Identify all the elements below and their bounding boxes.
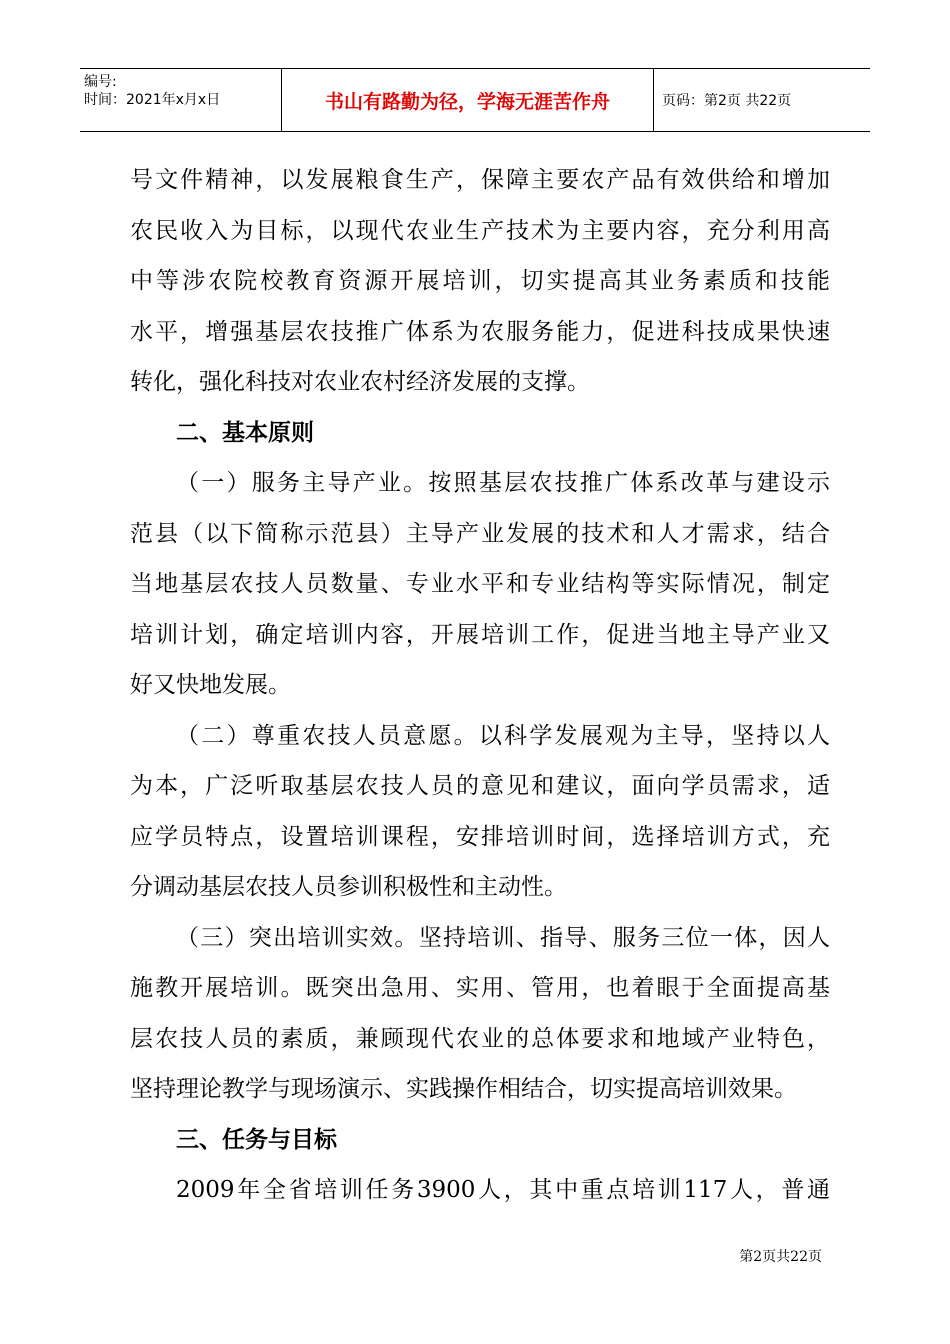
header-motto-cell [282, 69, 654, 131]
section-heading-principles: 二、基本原则 [176, 419, 314, 446]
text-line: （一）服务主导产业。按照基层农技推广体系改革与建设示 [176, 470, 830, 496]
text-line: 2009年全省培训任务3900人，其中重点培训117人，普通 [176, 1177, 830, 1203]
text-line: 坚持理论教学与现场演示、实践操作相结合，切实提高培训效果。 [130, 1076, 797, 1102]
text-line: 应学员特点，设置培训课程，安排培训时间，选择培训方式，充 [130, 823, 830, 850]
text-line: 中等涉农院校教育资源开展培训，切实提高其业务素质和技能 [130, 268, 830, 294]
document-body [130, 155, 830, 1216]
paragraph-3 [130, 711, 830, 913]
text-line: （三）突出培训实效。坚持培训、指导、服务三位一体，因人 [176, 924, 830, 951]
section-heading-tasks: 三、任务与目标 [176, 1126, 337, 1153]
text-line: 转化，强化科技对农业农村经济发展的支撑。 [130, 369, 590, 395]
text-line: 农民收入为目标，以现代农业生产技术为主要内容，充分利用高 [130, 217, 830, 244]
text-line: （二）尊重农技人员意愿。以科学发展观为主导，坚持以人 [176, 722, 830, 749]
text-line: 号文件精神，以发展粮食生产，保障主要农产品有效供给和增加 [130, 167, 830, 193]
header-meta [80, 69, 282, 131]
text-line: 为本，广泛听取基层农技人员的意见和建议，面向学员需求，适 [130, 773, 830, 799]
paragraph-4 [130, 913, 830, 1115]
text-line: 水平，增强基层农技推广体系为农服务能力，促进科技成果快速 [130, 318, 830, 345]
header-page-cell [654, 69, 870, 131]
header-motto: 书山有路勤为径，学海无涯苦作舟 [324, 90, 610, 113]
text-line: 当地基层农技人员数量、专业水平和专业结构等实际情况，制定 [130, 571, 830, 597]
paragraph-2 [130, 458, 830, 711]
text-line: 施教开展培训。既突出急用、实用、管用，也着眼于全面提高基 [130, 975, 830, 1001]
document-date: 时间：2021年x月x日 [84, 92, 221, 108]
paragraph-5 [130, 1165, 830, 1216]
text-line: 范县（以下简称示范县）主导产业发展的技术和人才需求，结合 [130, 520, 830, 547]
document-number: 编号: [84, 74, 117, 90]
paragraph-1 [130, 155, 830, 408]
page-header [80, 68, 870, 132]
text-line: 培训计划，确定培训内容，开展培训工作，促进当地主导产业又 [130, 621, 830, 648]
header-page-number: 页码：第2页 共22页 [662, 93, 792, 109]
text-line: 分调动基层农技人员参训积极性和主动性。 [130, 874, 567, 900]
page-footer: 第2页共22页 [739, 1249, 822, 1265]
text-line: 好又快地发展。 [130, 672, 291, 698]
text-line: 层农技人员的素质，兼顾现代农业的总体要求和地域产业特色， [130, 1025, 830, 1052]
